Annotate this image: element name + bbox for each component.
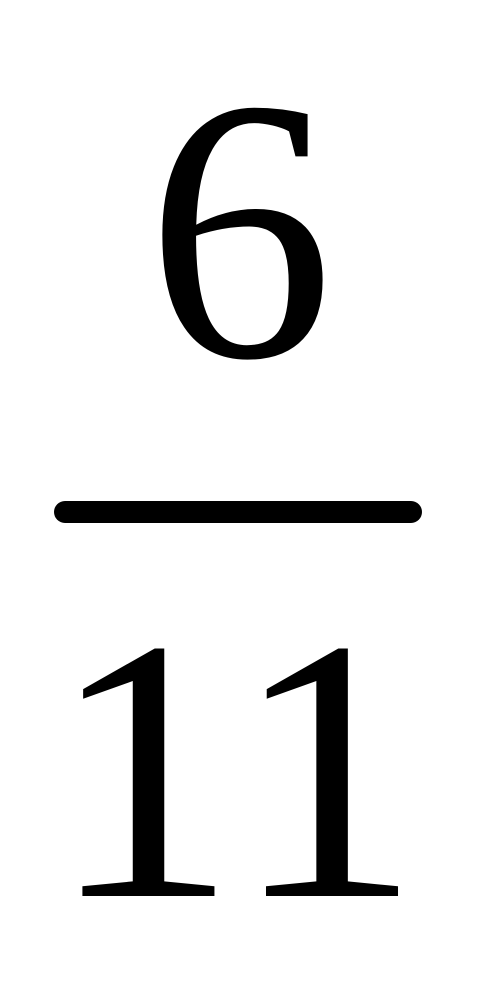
- fraction-bar: [54, 501, 422, 523]
- fraction-denominator: 11: [49, 562, 431, 978]
- fraction-numerator: 6: [146, 22, 334, 438]
